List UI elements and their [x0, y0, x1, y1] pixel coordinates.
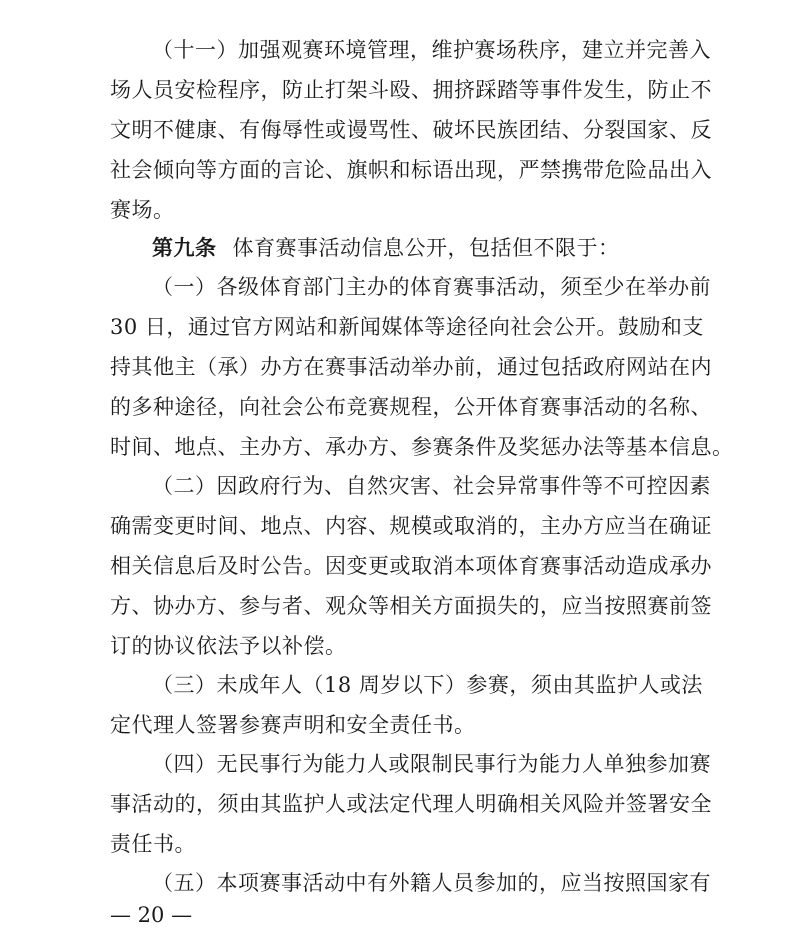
article-heading	[152, 228, 620, 268]
paragraph-line: 社会倾向等方面的言论、旗帜和标语出现，严禁携带危险品出入	[110, 158, 712, 182]
paragraph-line: 定代理人签署参赛声明和安全责任书。	[110, 713, 476, 737]
article-text: 体育赛事活动信息公开，包括但不限于：	[232, 236, 620, 260]
paragraph-line: （五）本项赛事活动中有外籍人员参加的，应当按照国家有	[152, 871, 711, 895]
paragraph-line: 赛场。	[110, 198, 175, 222]
paragraph-line: 30 日，通过官方网站和新闻媒体等途径向社会公开。鼓励和支	[110, 315, 704, 339]
paragraph-line: 持其他主（承）办方在赛事活动举办前，通过包括政府网站在内	[110, 355, 712, 379]
paragraph-line: （三）未成年人（18 周岁以下）参赛，须由其监护人或法	[152, 673, 703, 697]
paragraph-line: 时间、地点、主办方、承办方、参赛条件及奖惩办法等基本信息。	[110, 435, 734, 459]
paragraph-line: （十一）加强观赛环境管理，维护赛场秩序，建立并完善入	[152, 38, 711, 62]
paragraph-line: （一）各级体育部门主办的体育赛事活动，须至少在举办前	[152, 275, 711, 299]
paragraph-line: （四）无民事行为能力人或限制民事行为能力人单独参加赛	[152, 752, 711, 776]
paragraph-line: 场人员安检程序，防止打架斗殴、拥挤踩踏等事件发生，防止不	[110, 78, 712, 102]
paragraph-line: 的多种途径，向社会公布竞赛规程，公开体育赛事活动的名称、	[110, 395, 712, 419]
paragraph-line: 订的协议依法予以补偿。	[110, 634, 347, 658]
paragraph-line: 相关信息后及时公告。因变更或取消本项体育赛事活动造成承办	[110, 554, 712, 578]
paragraph-line: 文明不健康、有侮辱性或谩骂性、破坏民族团结、分裂国家、反	[110, 118, 712, 142]
paragraph-line: 责任书。	[110, 832, 196, 856]
paragraph-line: 方、协办方、参与者、观众等相关方面损失的，应当按照赛前签	[110, 594, 712, 618]
article-label: 第九条	[152, 235, 217, 260]
paragraph-line: （二）因政府行为、自然灾害、社会异常事件等不可控因素	[152, 474, 711, 498]
paragraph-line: 确需变更时间、地点、内容、规模或取消的，主办方应当在确证	[110, 514, 712, 538]
paragraph-line: 事活动的，须由其监护人或法定代理人明确相关风险并签署安全	[110, 792, 712, 816]
page-number: — 20 —	[110, 903, 193, 927]
